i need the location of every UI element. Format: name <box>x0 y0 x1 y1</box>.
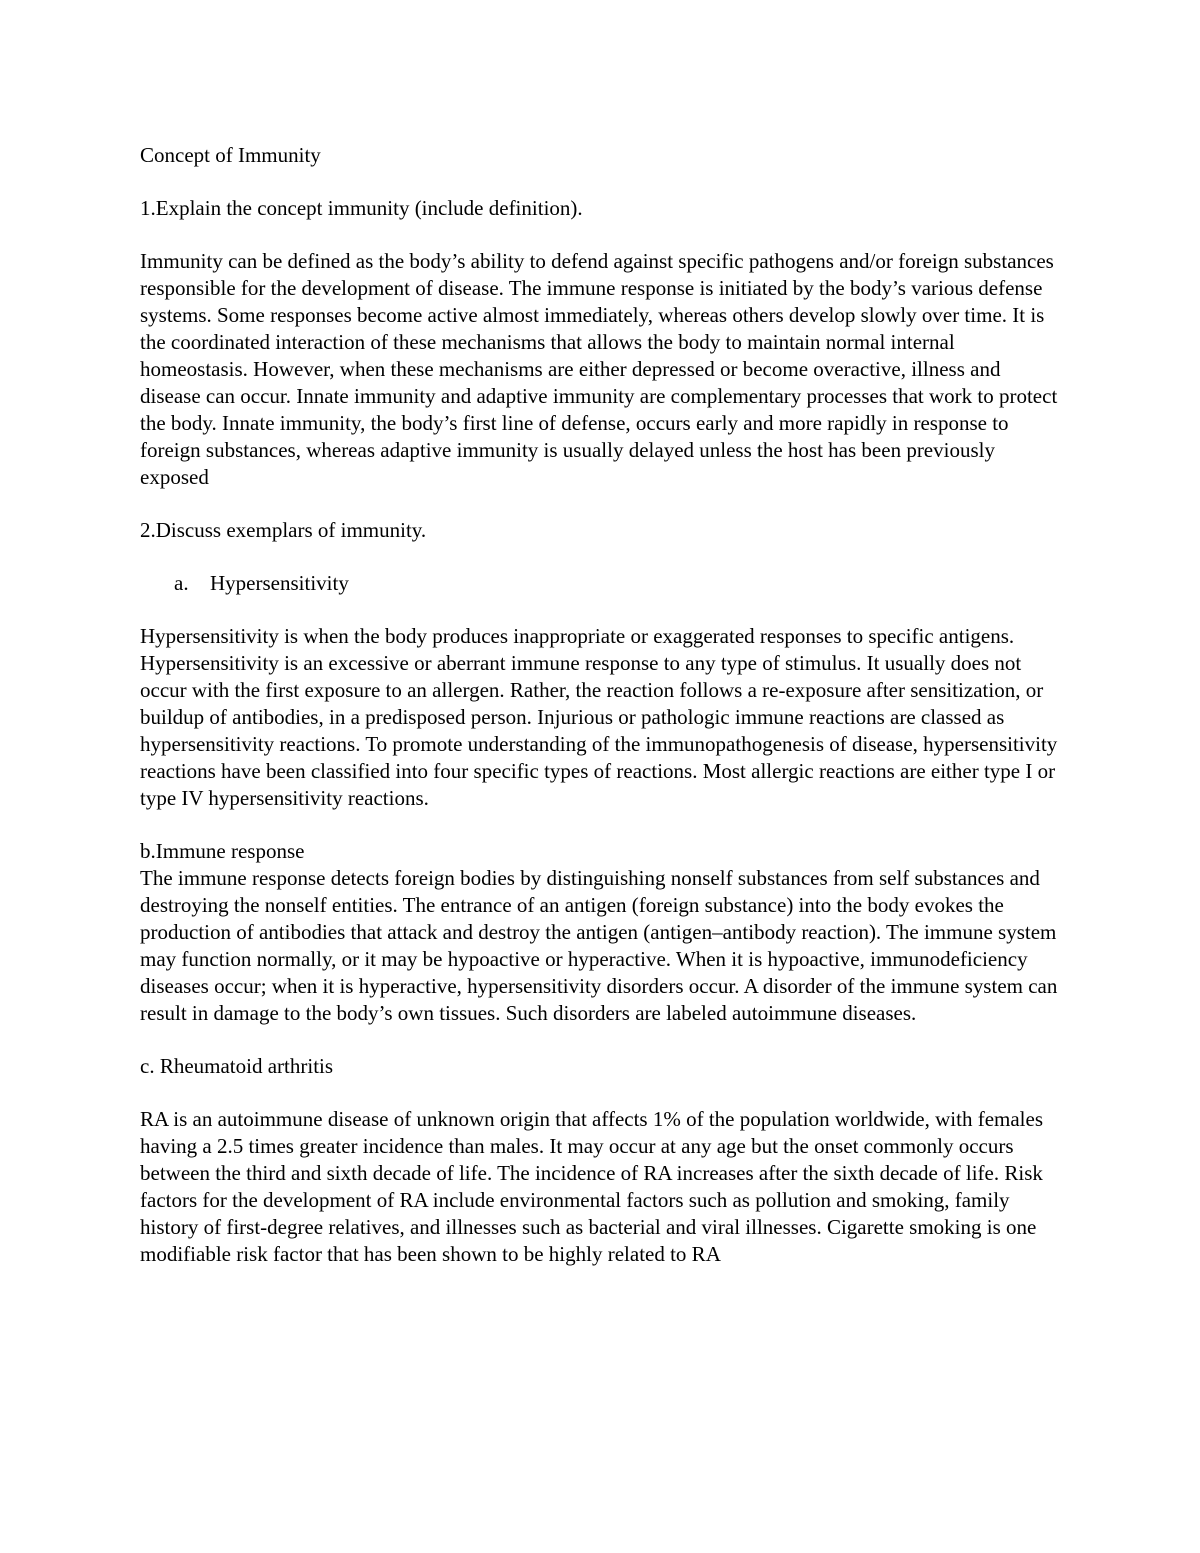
exemplar-a-title: Hypersensitivity <box>210 571 349 595</box>
exemplar-a-body: Hypersensitivity is when the body produces inappropriate or exaggerated responses to specific antigens. Hypersensitivity is an excessive or aberrant immune response to any type of stimulus. It usually does not occur with the first exposure to an allergen. Rather, the reaction follows a re-exposure after sensitization, or buildup of antibodies, in a predisposed person. Injurious or pathologic immune reactions are classed as hypersensitivity reactions. To promote understanding of the immunopathogenesis of disease, hypersensitivity reactions have been classified into four specific types of reactions. Most allergic reactions are either type I or type IV hypersensitivity reactions. <box>140 624 1058 810</box>
document-body <box>140 142 1065 1294</box>
document-title: Concept of Immunity <box>140 143 321 167</box>
exemplar-c-body: RA is an autoimmune disease of unknown origin that affects 1% of the population worldwide, with females having a 2.5 times greater incidence than males. It may occur at any age but the onset commonly occurs between the third and sixth decade of life. The incidence of RA increases after the sixth decade of life. Risk factors for the development of RA include environmental factors such as pollution and smoking, family history of first-degree relatives, and illnesses such as bacterial and viral illnesses. Cigarette smoking is one modifiable risk factor that has been shown to be highly related to RA <box>140 1107 1044 1266</box>
question-1-heading: 1.Explain the concept immunity (include definition). <box>140 196 583 220</box>
question-1-answer: Immunity can be defined as the body’s ability to defend against specific pathogens and/or foreign substances responsible for the development of disease. The immune response is initiated by the body’s various defense systems. Some responses become active almost immediately, whereas others develop slowly over time. It is the coordinated interaction of these mechanisms that allows the body to maintain normal internal homeostasis. However, when these mechanisms are either depressed or become overactive, illness and disease can occur. Innate immunity and adaptive immunity are complementary processes that work to protect the body. Innate immunity, the body’s first line of defense, occurs early and more rapidly in response to foreign substances, whereas adaptive immunity is usually delayed unless the host has been previously exposed <box>140 249 1058 489</box>
exemplar-b-title: b.Immune response <box>140 839 305 863</box>
exemplar-a-heading <box>174 570 1065 597</box>
list-marker: a. <box>174 571 189 595</box>
question-2-heading: 2.Discuss exemplars of immunity. <box>140 518 427 542</box>
exemplar-c-title: c. Rheumatoid arthritis <box>140 1054 334 1078</box>
exemplar-b-body: The immune response detects foreign bodies by distinguishing nonself substances from self substances and destroying the nonself entities. The entrance of an antigen (foreign substance) into the body evokes the production of antibodies that attack and destroy the antigen (antigen–antibody reaction). The immune system may function normally, or it may be hypoactive or hyperactive. When it is hypoactive, immunodeficiency diseases occur; when it is hyperactive, hypersensitivity disorders occur. A disorder of the immune system can result in damage to the body’s own tissues. Such disorders are labeled autoimmune diseases. <box>140 866 1058 1025</box>
